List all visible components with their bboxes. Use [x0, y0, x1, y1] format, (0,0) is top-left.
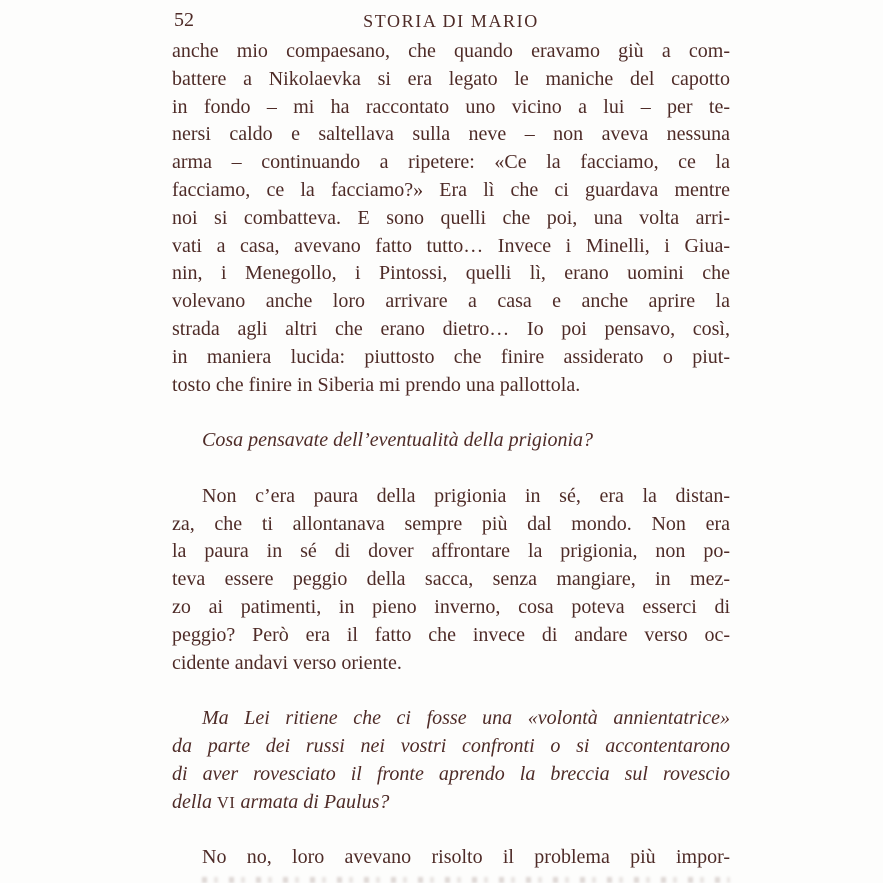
text-column: [172, 8, 730, 872]
text-line: peggio? Però era il fatto che invece di andare verso oc-: [172, 623, 730, 646]
text-line: strada agli altri che erano dietro… Io poi pensavo, così,: [172, 317, 730, 340]
interview-question: [172, 427, 730, 455]
text-line: cidente andavi verso oriente.: [172, 651, 402, 674]
text-line: za, che ti allontanava sempre più dal mondo. Non era: [172, 512, 730, 535]
text-line: la paura in sé di dover affrontare la prigionia, non po-: [172, 540, 730, 563]
paragraph-answer-start: [172, 844, 730, 872]
text-line: arma – continuando a ripetere: «Ce la facciamo, ce la: [172, 151, 730, 174]
text-line: tosto che finire in Siberia mi prendo una pallottola.: [172, 373, 581, 396]
text-line: volevano anche loro arrivare a casa e anche aprire la: [172, 290, 730, 313]
text-line: Non c’era paura della prigionia in sé, era la distan-: [202, 484, 730, 507]
page-number: 52: [174, 9, 194, 31]
paragraph-continuation: [172, 38, 730, 399]
text-line: in maniera lucida: piuttosto che finire assiderato o piut-: [172, 345, 730, 368]
text-line: noi si combatteva. E sono quelli che poi, una volta arri-: [172, 206, 730, 229]
next-page-line-cutoff: [202, 877, 730, 883]
interview-question: [172, 705, 730, 816]
text-line: anche mio compaesano, che quando eravamo giù a com-: [172, 40, 730, 62]
small-caps-numeral: VI: [217, 792, 236, 812]
text-line: di aver rovesciato il fronte aprendo la breccia sul rovescio: [172, 762, 730, 785]
text-line: teva essere peggio della sacca, senza mangiare, in mez-: [172, 568, 730, 591]
body-text: [172, 38, 730, 872]
text-line: nin, i Menegollo, i Pintossi, quelli lì, erano uomini che: [172, 262, 730, 285]
text-line: battere a Nikolaevka si era legato le maniche del capotto: [172, 67, 730, 90]
text-line: Cosa pensavate dell’eventualità della prigionia?: [202, 429, 594, 452]
text-line: Ma Lei ritiene che ci fosse una «volontà annientatrice»: [202, 707, 730, 730]
page-header: [172, 8, 730, 38]
text-line: nersi caldo e saltellava sulla neve – non aveva nessuna: [172, 123, 730, 146]
text-line: in fondo – mi ha raccontato uno vicino a lui – per te-: [172, 95, 730, 118]
text-line: vati a casa, avevano fatto tutto… Invece i Minelli, i Giua-: [172, 234, 730, 257]
text-line: facciamo, ce la facciamo?» Era lì che ci guardava mentre: [172, 178, 730, 201]
text-line: No no, loro avevano risolto il problema più impor-: [202, 846, 730, 869]
running-title: STORIA DI MARIO: [363, 11, 539, 31]
text-line: zo ai patimenti, in pieno inverno, cosa poteva esserci di: [172, 595, 730, 618]
paragraph-answer: [172, 483, 730, 678]
text-line: da parte dei russi nei vostri confronti o si accontentarono: [172, 734, 730, 757]
text-line: della VI armata di Paulus?: [172, 790, 390, 813]
